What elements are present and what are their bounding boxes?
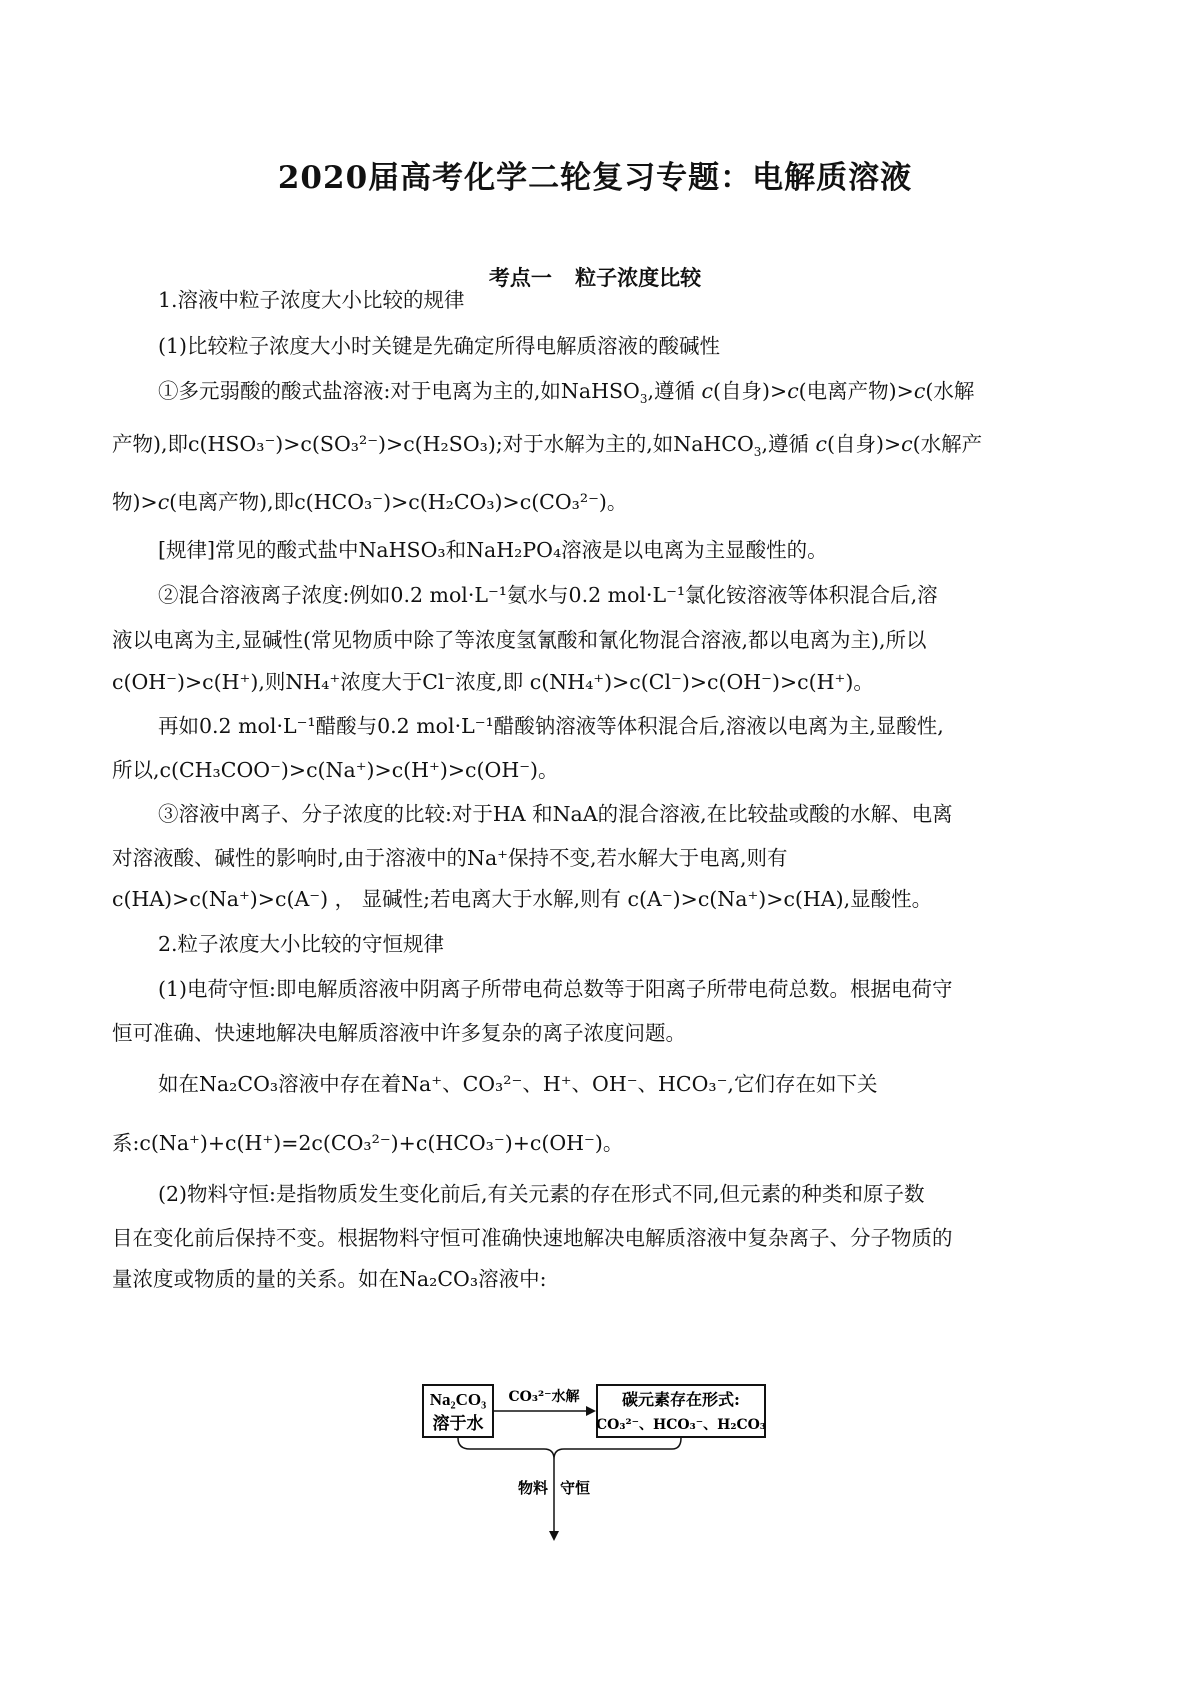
- text-run: (水解: [925, 379, 975, 403]
- paragraph-line: [158, 377, 1143, 405]
- variable-c: c: [701, 379, 713, 403]
- box2-line1: 碳元素存在形式:: [622, 1390, 740, 1409]
- paragraph-line: [规律]常见的酸式盐中NaHSO₃和NaH₂PO₄溶液是以电离为主显酸性的。: [158, 538, 828, 562]
- paragraph-line: [112, 430, 1097, 458]
- document-title: 2020届高考化学二轮复习专题：电解质溶液: [277, 160, 913, 196]
- text-run: 产物),即: [112, 432, 189, 456]
- paragraph-line: 量浓度或物质的量的关系。如在Na₂CO₃溶液中:: [112, 1267, 547, 1291]
- equation: c(HCO₃⁻)>c(H₂CO₃)>c(CO₃²⁻)。: [294, 490, 628, 514]
- text-run: ,遵循: [647, 379, 695, 403]
- text-run: (电离产物)>: [798, 379, 914, 403]
- text-run: (自身)>: [826, 432, 902, 456]
- paragraph-line: (2)物料守恒:是指物质发生变化前后,有关元素的存在形式不同,但元素的种类和原子数: [158, 1182, 925, 1206]
- arrow-label: CO₃²⁻水解: [508, 1389, 580, 1405]
- variable-c: c: [157, 490, 170, 514]
- section-name: 粒子浓度比较: [575, 265, 702, 290]
- down-label-right: 守恒: [560, 1479, 591, 1497]
- paragraph-line: ②混合溶液离子浓度:例如0.2 mol·L⁻¹氨水与0.2 mol·L⁻¹氯化铵溶液等体积混合后,溶: [158, 583, 938, 607]
- paragraph-line: 目在变化前后保持不变。根据物料守恒可准确快速地解决电解质溶液中复杂离子、分子物质的: [112, 1226, 953, 1250]
- section-label: 考点一: [488, 265, 552, 290]
- text-run: (自身)>: [713, 379, 788, 403]
- paragraph-line: c(OH⁻)>c(H⁺),则NH₄⁺浓度大于Cl⁻浓度,即 c(NH₄⁺)>c(Cl⁻)>c(OH⁻)>c(H⁺)。: [112, 670, 874, 694]
- text-run: ;对于水解为主的,如NaHCO: [495, 432, 754, 456]
- variable-c: c: [815, 432, 827, 456]
- text-run: (电离产物),即: [169, 490, 295, 514]
- subscript: 3: [753, 445, 762, 460]
- text-run: ①多元弱酸的酸式盐溶液:对于电离为主的,如NaHSO: [158, 379, 640, 403]
- box1-line1: Na₂CO₃: [429, 1390, 487, 1409]
- subscript: 3: [639, 392, 648, 407]
- paragraph-line: ③溶液中离子、分子浓度的比较:对于HA 和NaA的混合溶液,在比较盐或酸的水解、电离: [158, 802, 953, 826]
- paragraph-line: 恒可准确、快速地解决电解质溶液中许多复杂的离子浓度问题。: [112, 1021, 686, 1045]
- brace-connector: [458, 1438, 681, 1459]
- paragraph-line: 1.溶液中粒子浓度大小比较的规律: [158, 288, 465, 312]
- box2-line2: CO₃²⁻、HCO₃⁻、H₂CO₃: [596, 1417, 766, 1433]
- paragraph-line: 如在Na₂CO₃溶液中存在着Na⁺、CO₃²⁻、H⁺、OH⁻、HCO₃⁻,它们存在如下关: [158, 1072, 878, 1096]
- text-run: 物)>: [112, 490, 158, 514]
- text-run: ,遵循: [761, 432, 809, 456]
- variable-c: c: [901, 432, 913, 456]
- paragraph-line: 再如0.2 mol·L⁻¹醋酸与0.2 mol·L⁻¹醋酸钠溶液等体积混合后,溶液以电离为主,显酸性,: [158, 714, 944, 738]
- variable-c: c: [913, 379, 926, 403]
- arrow-head: [586, 1406, 596, 1416]
- paragraph-line: [112, 488, 1097, 516]
- paragraph-line: c(HA)>c(Na⁺)>c(A⁻) ， 显碱性;若电离大于水解,则有 c(A⁻)>c(Na⁺)>c(HA),显酸性。: [112, 887, 933, 911]
- down-arrow-head: [549, 1531, 559, 1541]
- down-label-left: 物料: [517, 1479, 548, 1497]
- paragraph-line: 对溶液酸、碱性的影响时,由于溶液中的Na⁺保持不变,若水解大于电离,则有: [112, 846, 788, 870]
- paragraph-line: 液以电离为主,显碱性(常见物质中除了等浓度氢氰酸和氰化物混合溶液,都以电离为主),所以: [112, 628, 927, 652]
- paragraph-line: 系:c(Na⁺)+c(H⁺)=2c(CO₃²⁻)+c(HCO₃⁻)+c(OH⁻)。: [112, 1131, 624, 1155]
- paragraph-line: 所以,c(CH₃COO⁻)>c(Na⁺)>c(H⁺)>c(OH⁻)。: [112, 758, 559, 782]
- box1-line2: 溶于水: [432, 1414, 484, 1434]
- variable-c: c: [787, 379, 799, 403]
- equation: c(HSO₃⁻)>c(SO₃²⁻)>c(H₂SO₃): [188, 432, 496, 456]
- paragraph-line: 2.粒子浓度大小比较的守恒规律: [158, 932, 445, 956]
- text-run: (水解产: [912, 432, 983, 456]
- paragraph-line: (1)电荷守恒:即电解质溶液中阴离子所带电荷总数等于阳离子所带电荷总数。根据电荷守: [158, 977, 953, 1001]
- paragraph-line: (1)比较粒子浓度大小时关键是先确定所得电解质溶液的酸碱性: [158, 334, 721, 358]
- material-conservation-diagram: [420, 1383, 820, 1543]
